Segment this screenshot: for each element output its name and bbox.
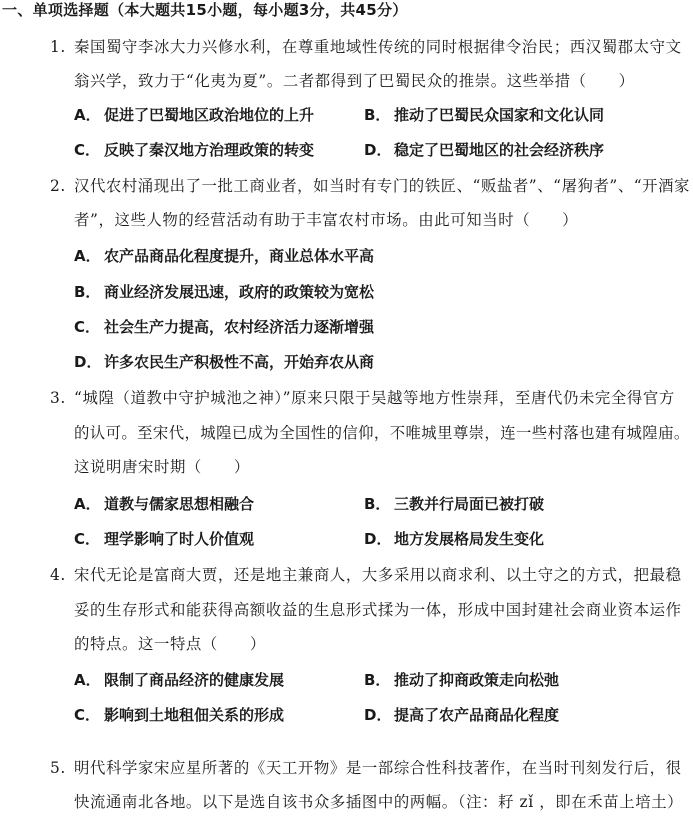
option-text: 社会生产力提高，农村经济活力逐渐增强 [104,318,375,336]
option-b[interactable] [364,670,559,690]
question-stem-line: 明代科学家宋应星所著的《天工开物》是一部综合性科技著作，在当时刊刻发行后，很 [74,759,682,777]
option-text: 推动了抑商政策走向松弛 [394,671,560,689]
option-text: 道教与儒家思想相融合 [104,495,255,513]
option-text: 提高了农产品商品化程度 [394,706,560,724]
question-stem-line: 快流通南北各地。以下是选自该书众多插图中的两幅。（注：耔 zǐ ，即在禾苗上培土） [74,793,684,811]
option-letter: A． [74,671,101,689]
question-number: 4. [50,566,66,584]
option-letter: A． [74,495,101,513]
section-title: 一、单项选择题（本大题共15小题，每小题3分，共45分） [2,1,408,19]
option-letter: D． [74,353,102,371]
option-d[interactable] [364,705,559,725]
question-stem-line: 秦国蜀守李冰大力兴修水利，在尊重地域性传统的同时根据律令治民；西汉蜀郡太守文 [74,38,682,56]
option-text: 反映了秦汉地方治理政策的转变 [104,141,315,159]
option-letter: D． [364,530,392,548]
option-letter: D． [364,706,392,724]
option-text: 影响到土地租佃关系的形成 [104,706,285,724]
option-a[interactable] [74,105,314,125]
option-text: 限制了商品经济的健康发展 [104,671,285,689]
option-c[interactable] [74,317,374,337]
option-text: 理学影响了时人价值观 [104,530,255,548]
option-letter: A． [74,106,101,124]
option-c[interactable] [74,529,254,549]
option-letter: C． [74,141,101,159]
option-text: 地方发展格局发生变化 [394,530,545,548]
question-stem-line: “城隍（道教中守护城池之神）”原来只限于吴越等地方性崇拜，至唐代仍未完全得官方 [74,389,675,407]
question-stem-line: 者”，这些人物的经营活动有助于丰富农村市场。由此可知当时（ ） [74,211,579,229]
option-text: 稳定了巴蜀地区的社会经济秩序 [394,141,605,159]
question-stem-line: 这说明唐宋时期（ ） [74,458,250,476]
option-b[interactable] [74,282,374,302]
option-b[interactable] [364,105,604,125]
option-c[interactable] [74,140,314,160]
question-stem-line: 的特点。这一特点（ ） [74,635,266,653]
option-letter: A． [74,247,101,265]
option-letter: C． [74,706,101,724]
option-c[interactable] [74,705,284,725]
option-d[interactable] [364,140,604,160]
question-number: 3. [50,389,66,407]
option-text: 三教并行局面已被打破 [394,495,545,513]
option-letter: B． [364,495,391,513]
question-number: 1. [50,38,66,56]
option-letter: D． [364,141,392,159]
option-letter: B． [364,671,391,689]
option-letter: B． [364,106,391,124]
option-text: 许多农民生产积极性不高，开始弃农从商 [104,353,375,371]
option-a[interactable] [74,670,284,690]
option-text: 推动了巴蜀民众国家和文化认同 [394,106,605,124]
option-a[interactable] [74,494,254,514]
option-text: 农产品商品化程度提升，商业总体水平高 [104,247,375,265]
option-text: 商业经济发展迅速，政府的政策较为宽松 [104,283,375,301]
option-d[interactable] [74,352,374,372]
option-d[interactable] [364,529,544,549]
option-letter: C． [74,530,101,548]
question-stem-line: 妥的生存形式和能获得高额收益的生息形式揉为一体，形成中国封建社会商业资本运作 [74,601,682,619]
question-number: 2. [50,177,66,195]
question-stem-line: 翁兴学，致力于“化夷为夏”。二者都得到了巴蜀民众的推崇。这些举措（ ） [74,72,635,90]
question-stem-line: 汉代农村涌现出了一批工商业者，如当时有专门的铁匠、“贩盐者”、“屠狗者”、“开酒家 [74,177,691,195]
question-stem-line: 的认可。至宋代，城隍已成为全国性的信仰，不唯城里尊崇，连一些村落也建有城隍庙。 [74,424,690,442]
option-b[interactable] [364,494,544,514]
question-stem-line: 宋代无论是富商大贾，还是地主兼商人，大多采用以商求利、以土守之的方式，把最稳 [74,566,682,584]
option-a[interactable] [74,246,374,266]
option-letter: C． [74,318,101,336]
question-number: 5. [50,759,66,777]
option-text: 促进了巴蜀地区政治地位的上升 [104,106,315,124]
option-letter: B． [74,283,101,301]
